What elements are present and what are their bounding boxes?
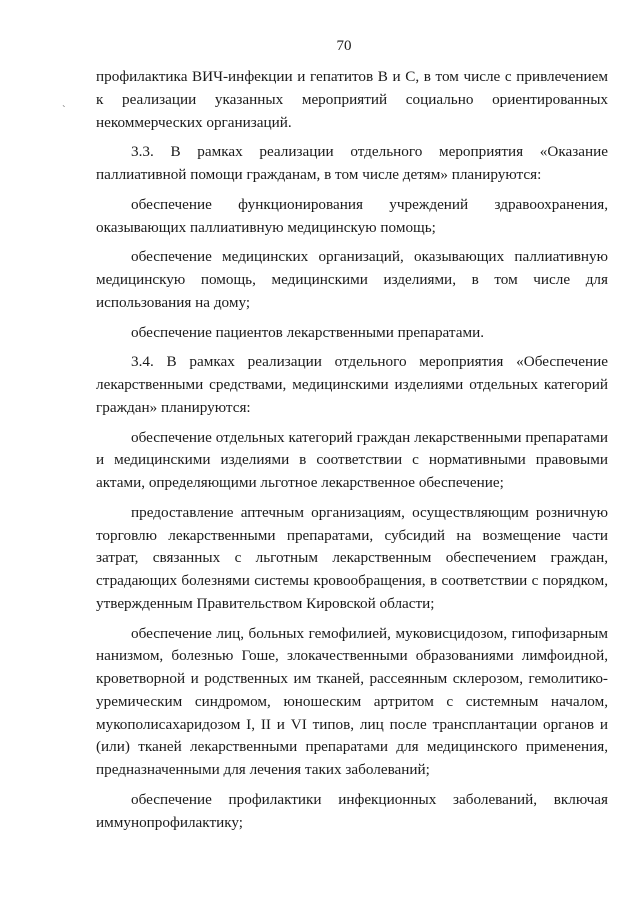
paragraph-rare-diseases: обеспечение лиц, больных гемофилией, муковисцидозом, гипофизарным нанизмом, болезнью Гоше, злокачественными образованиями лимфоидной, кроветворной и родственных им тканей, рассеянным склерозом, гемолитико-уремическим синдромом, юношеским артритом с системным началом, мукополисахаридозом I, II и VI типов, лиц после трансплантации органов и (или) тканей лекарственными препаратами для медицинского применения, предназначенными для лечения таких заболеваний; (96, 624, 608, 778)
paragraph-3-4-heading: 3.4. В рамках реализации отдельного мероприятия «Обеспечение лекарственными средствами, медицинскими изделиями отдельных категорий граждан» планируются: (96, 353, 608, 416)
paragraph-hiv-prevention: профилактика ВИЧ-инфекции и гепатитов В и С, в том числе с привлечением к реализации указанных мероприятий социально ориентированных некоммерческих организаций. (96, 68, 608, 131)
margin-mark: ` (62, 104, 66, 116)
paragraph-pharmacy-subsidies: предоставление аптечным организациям, осуществляющим розничную торговлю лекарственными препаратами, субсидий на возмещение части затрат, связанных с льготным лекарственным обеспечением граждан, страдающих болезнями системы кровообращения, в соответствии с порядком, утвержденным Правительством Кировской области; (96, 503, 608, 612)
paragraph-palliative-devices: обеспечение медицинских организаций, оказывающих паллиативную медицинскую помощь, медицинскими изделиями, в том числе для использования на дому; (96, 248, 608, 311)
paragraph-3-3-heading: 3.3. В рамках реализации отдельного мероприятия «Оказание паллиативной помощи гражданам, в том числе детям» планируются: (96, 143, 608, 183)
paragraph-categories-provision: обеспечение отдельных категорий граждан лекарственными препаратами и медицинскими изделиями в соответствии с нормативными правовыми актами, определяющими льготное лекарственное обеспечение; (96, 428, 608, 491)
paragraph-patient-drugs: обеспечение пациентов лекарственными препаратами. (131, 323, 485, 341)
document-body (96, 66, 608, 834)
page-number: 70 (336, 38, 352, 54)
paragraph-palliative-facilities: обеспечение функционирования учреждений здравоохранения, оказывающих паллиативную медицинскую помощь; (96, 195, 608, 236)
paragraph-infection-prevention: обеспечение профилактики инфекционных заболеваний, включая иммунопрофилактику; (96, 790, 608, 831)
